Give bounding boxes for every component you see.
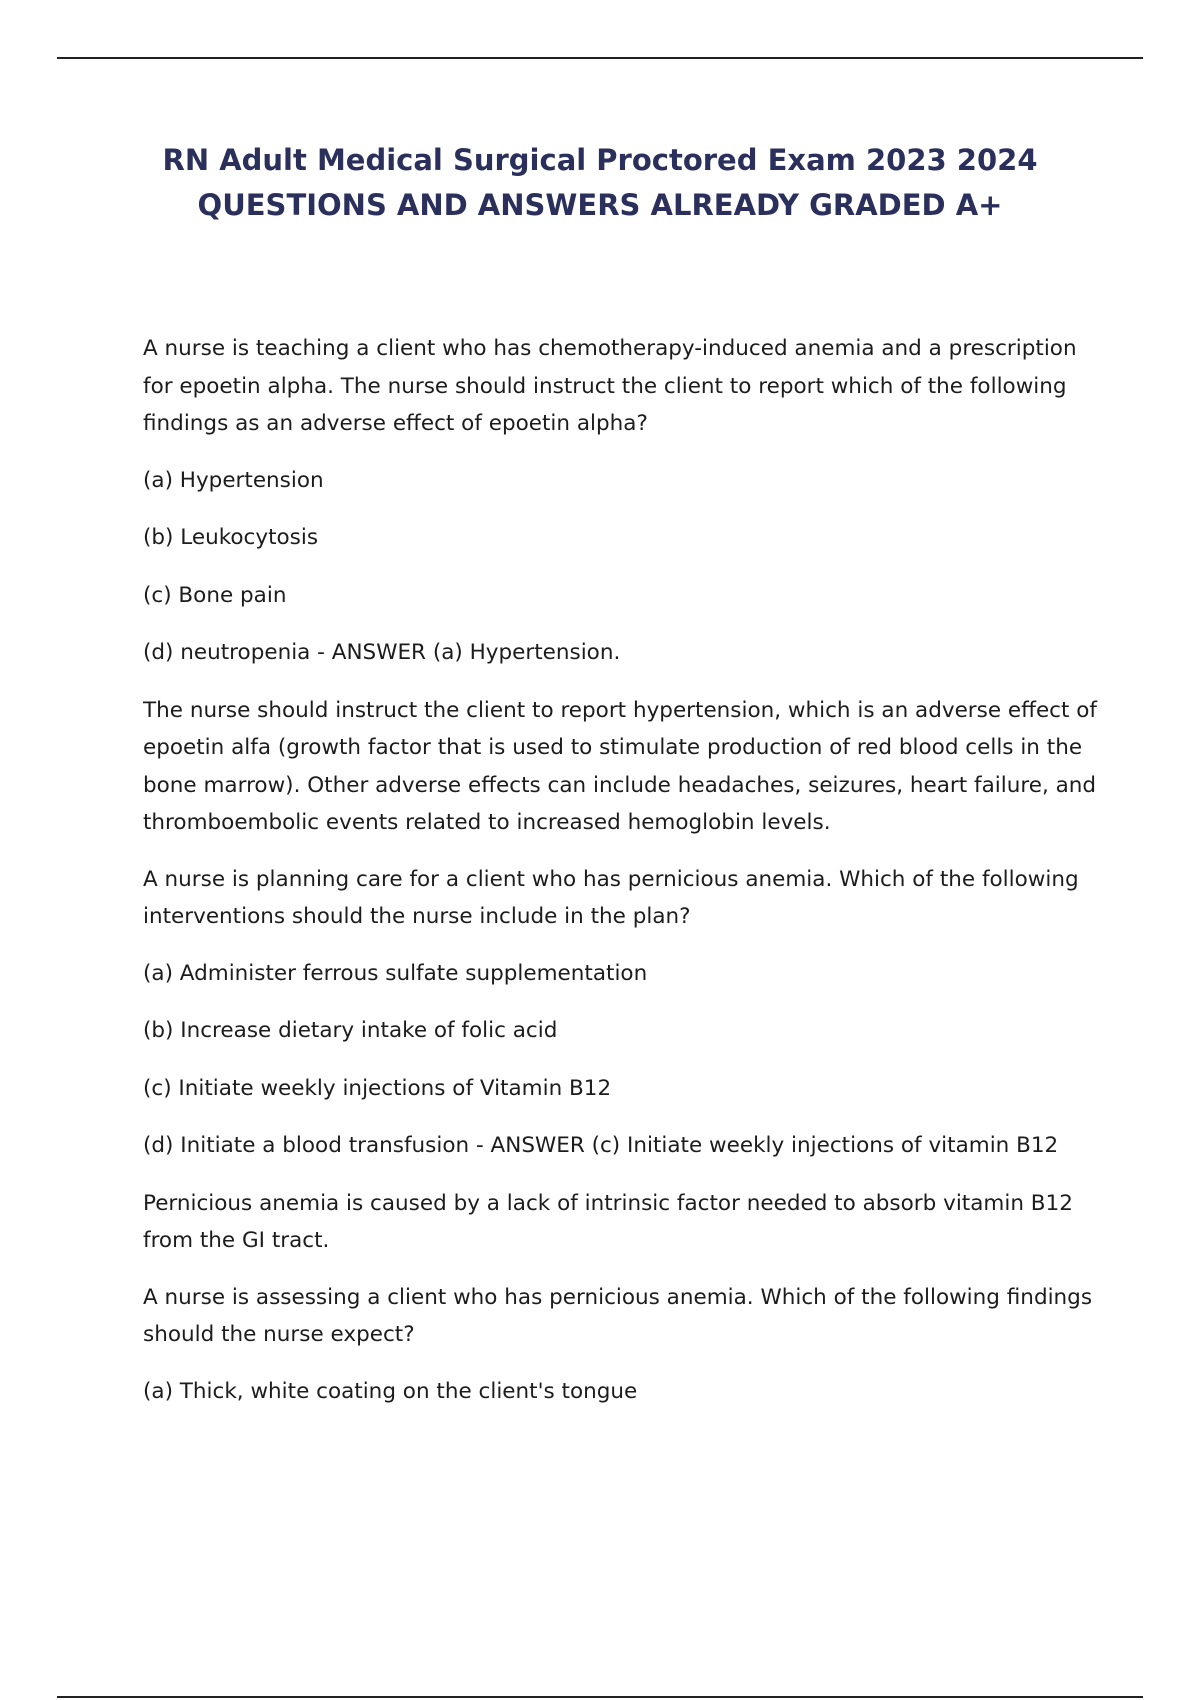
q1-rationale: The nurse should instruct the client to report hypertension, which is an adverse effect of epoetin alfa (growth factor that is used to stimulate production of red blood cells in the bone marrow). Other adverse effects can include headaches, seizures, heart failure, and thromboembolic events related to increased hemoglobin levels. — [143, 697, 1097, 835]
page-title — [100, 138, 1100, 228]
document-body — [143, 330, 1103, 1430]
header-rule — [57, 57, 1143, 59]
title-line-1: RN Adult Medical Surgical Proctored Exam 2023 2024 — [162, 143, 1038, 177]
q1-option-b: (b) Leukocytosis — [143, 525, 319, 550]
question-3: A nurse is assessing a client who has pernicious anemia. Which of the following findings should the nurse expect? — [143, 1284, 1093, 1347]
q1-option-c: (c) Bone pain — [143, 582, 287, 608]
footer-rule — [57, 1696, 1143, 1698]
q2-option-b: (b) Increase dietary intake of folic acid — [143, 1018, 558, 1043]
q1-option-d-answer: (d) neutropenia - ANSWER (a) Hypertension. — [143, 640, 621, 665]
title-line-2: QUESTIONS AND ANSWERS ALREADY GRADED A+ — [197, 188, 1003, 222]
q3-option-a: (a) Thick, white coating on the client's tongue — [143, 1378, 638, 1404]
question-1: A nurse is teaching a client who has chemotherapy-induced anemia and a prescription for epoetin alpha. The nurse should instruct the client to report which of the following findings as an adverse effect of epoetin alpha? — [143, 336, 1077, 436]
q2-option-d-answer: (d) Initiate a blood transfusion - ANSWER (c) Initiate weekly injections of vitamin B12 — [143, 1133, 1059, 1158]
q2-rationale: Pernicious anemia is caused by a lack of intrinsic factor needed to absorb vitamin B12 from the GI tract. — [143, 1190, 1073, 1253]
q2-option-a: (a) Administer ferrous sulfate supplementation — [143, 960, 648, 986]
q1-option-a: (a) Hypertension — [143, 467, 324, 493]
q2-option-c: (c) Initiate weekly injections of Vitamin B12 — [143, 1075, 612, 1101]
question-2: A nurse is planning care for a client who has pernicious anemia. Which of the following interventions should the nurse include in the plan? — [143, 866, 1079, 929]
